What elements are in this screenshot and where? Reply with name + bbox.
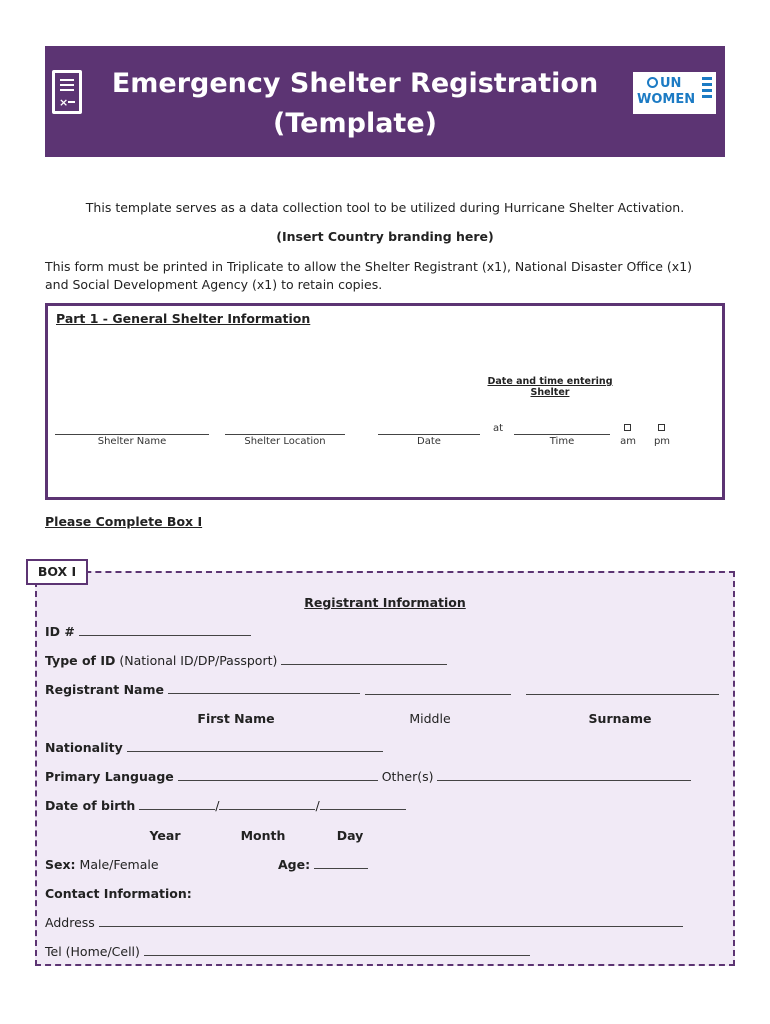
date-field[interactable] — [378, 434, 480, 435]
contact-information-label: Contact Information: — [45, 886, 192, 901]
logo-women-text: WOMEN — [637, 92, 696, 107]
registrant-information-heading: Registrant Information — [304, 595, 466, 610]
type-of-id-hint: (National ID/DP/Passport) — [119, 653, 278, 668]
nationality-label: Nationality — [45, 740, 123, 755]
intro-text: This template serves as a data collection tool to be utilized during Hurricane Shelter Activation. — [85, 200, 685, 215]
first-name-field[interactable] — [168, 681, 360, 694]
tel-label: Tel (Home/Cell) — [45, 944, 140, 959]
address-label: Address — [45, 915, 95, 930]
middle-name-field[interactable] — [365, 694, 511, 695]
shelter-location-field[interactable] — [225, 434, 345, 435]
primary-language-field[interactable] — [178, 768, 378, 781]
shelter-name-caption: Shelter Name — [97, 436, 167, 447]
time-field[interactable] — [514, 434, 610, 435]
at-label: at — [492, 423, 504, 434]
triplicate-note-line-2: and Social Development Agency (x1) to retain copies. — [45, 277, 383, 292]
sex-row — [45, 856, 159, 874]
form-document-icon: × — [52, 70, 82, 114]
pm-checkbox[interactable] — [658, 424, 665, 431]
tel-row — [45, 943, 530, 961]
primary-language-label: Primary Language — [45, 769, 174, 784]
middle-caption: Middle — [409, 711, 451, 726]
surname-caption: Surname — [588, 711, 652, 726]
address-row — [45, 914, 683, 932]
box1-tab: BOX I — [26, 559, 88, 585]
dob-slash-2: / — [315, 798, 320, 813]
part1-box — [45, 303, 725, 500]
logo-un-text: UN — [647, 76, 681, 91]
un-women-logo — [633, 72, 716, 114]
age-field[interactable] — [314, 856, 368, 869]
type-of-id-row — [45, 652, 447, 670]
first-name-caption: First Name — [197, 711, 275, 726]
primary-language-row — [45, 768, 691, 786]
title-line-2: (Template) — [273, 108, 437, 139]
un-globe-icon — [647, 77, 658, 88]
shelter-name-field[interactable] — [55, 434, 209, 435]
tel-field[interactable] — [144, 943, 530, 956]
month-caption: Month — [240, 828, 286, 843]
shelter-location-caption: Shelter Location — [244, 436, 326, 447]
date-caption: Date — [417, 436, 441, 447]
title-line-1: Emergency Shelter Registration — [111, 68, 599, 99]
page-title — [100, 64, 610, 144]
dob-label: Date of birth — [45, 798, 136, 813]
dob-day-field[interactable] — [320, 797, 406, 810]
triplicate-note-line-1: This form must be printed in Triplicate to allow the Shelter Registrant (x1), National Disaster Office (x1) — [45, 259, 693, 274]
dob-row — [45, 797, 406, 815]
pm-label: pm — [653, 436, 671, 447]
day-caption: Day — [336, 828, 364, 843]
am-label: am — [620, 436, 636, 447]
part1-title: Part 1 - General Shelter Information — [56, 311, 311, 326]
date-time-label: Date and time entering Shelter — [487, 376, 613, 398]
type-of-id-field[interactable] — [281, 652, 447, 665]
age-row — [278, 856, 368, 874]
year-caption: Year — [149, 828, 181, 843]
nationality-row — [45, 739, 383, 757]
registrant-name-row — [45, 681, 360, 699]
others-label: Other(s) — [381, 769, 434, 784]
time-caption: Time — [549, 436, 575, 447]
id-row — [45, 623, 251, 641]
dob-slash-1: / — [215, 798, 220, 813]
am-checkbox[interactable] — [624, 424, 631, 431]
please-complete-label: Please Complete Box I — [45, 514, 203, 529]
dob-year-field[interactable] — [139, 797, 215, 810]
country-branding-note: (Insert Country branding here) — [276, 229, 494, 244]
other-languages-field[interactable] — [437, 768, 691, 781]
sex-label: Sex: — [45, 857, 76, 872]
sex-options[interactable]: Male/Female — [79, 857, 159, 872]
type-of-id-label: Type of ID — [45, 653, 116, 668]
id-label: ID # — [45, 624, 75, 639]
address-field[interactable] — [99, 914, 683, 927]
age-label: Age: — [278, 857, 311, 872]
nationality-field[interactable] — [127, 739, 383, 752]
id-field[interactable] — [79, 623, 251, 636]
registrant-name-label: Registrant Name — [45, 682, 164, 697]
logo-emblem-icon — [702, 77, 712, 107]
surname-field[interactable] — [526, 694, 719, 695]
dob-month-field[interactable] — [219, 797, 315, 810]
